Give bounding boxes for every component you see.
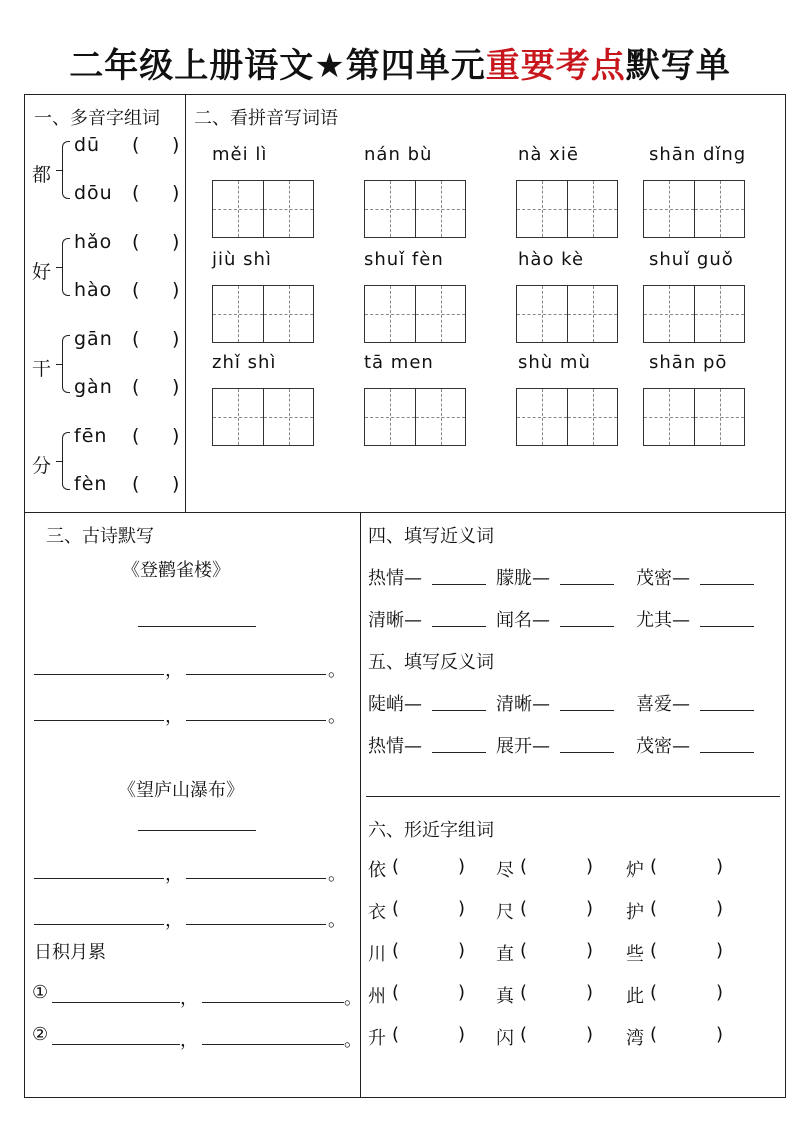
answer-blank[interactable] bbox=[532, 856, 584, 878]
line-number: ② bbox=[32, 1024, 49, 1045]
paren-open: ( bbox=[132, 328, 140, 350]
paren-open: ( bbox=[132, 182, 140, 204]
answer-blank[interactable] bbox=[34, 924, 164, 925]
pinyin-prompt: nà xiē bbox=[518, 144, 579, 165]
comma: ， bbox=[165, 660, 183, 681]
paren-close: ) bbox=[716, 1024, 724, 1045]
answer-blank[interactable] bbox=[144, 231, 170, 255]
paren-close: ) bbox=[172, 134, 180, 156]
grid-cell[interactable] bbox=[415, 286, 465, 342]
title-suffix: 默写单 bbox=[625, 46, 731, 86]
divider-lower-columns bbox=[360, 512, 361, 1098]
comma: ， bbox=[180, 988, 198, 1009]
grid-cell[interactable] bbox=[365, 286, 415, 342]
brace-tick bbox=[56, 461, 63, 462]
paren-open: ( bbox=[392, 1024, 400, 1045]
paren-open: ( bbox=[520, 982, 528, 1003]
writing-grid[interactable] bbox=[643, 388, 745, 446]
paren-close: ) bbox=[172, 328, 180, 350]
answer-blank[interactable] bbox=[144, 328, 170, 352]
pinyin-reading: hào bbox=[74, 279, 113, 301]
sec6-heading: 六、形近字组词 bbox=[368, 820, 494, 841]
similar-char: 真 bbox=[496, 986, 514, 1007]
answer-blank[interactable] bbox=[532, 982, 584, 1004]
paren-open: ( bbox=[132, 376, 140, 398]
paren-close: ) bbox=[458, 1024, 466, 1045]
word-prompt: 热情— bbox=[368, 736, 422, 757]
paren-open: ( bbox=[392, 898, 400, 919]
paren-close: ) bbox=[458, 898, 466, 919]
grid-cell[interactable] bbox=[644, 286, 694, 342]
word-prompt: 展开— bbox=[496, 736, 550, 757]
pinyin-prompt: měi lì bbox=[212, 144, 268, 165]
paren-close: ) bbox=[716, 982, 724, 1003]
polyphone-char: 好 bbox=[32, 261, 52, 283]
comma: ， bbox=[165, 706, 183, 727]
similar-char: 衣 bbox=[368, 902, 386, 923]
comma: ， bbox=[165, 864, 183, 885]
divider-upper-lower bbox=[24, 512, 786, 513]
writing-grid[interactable] bbox=[643, 180, 745, 238]
polyphone-char: 分 bbox=[32, 455, 52, 477]
grid-cell[interactable] bbox=[365, 181, 415, 237]
pinyin-reading: gān bbox=[74, 328, 113, 350]
paren-open: ( bbox=[520, 856, 528, 877]
sec2-heading: 二、看拼音写词语 bbox=[194, 108, 338, 129]
pinyin-reading: hǎo bbox=[74, 231, 113, 253]
paren-open: ( bbox=[132, 425, 140, 447]
pinyin-prompt: shù mù bbox=[518, 352, 591, 373]
paren-open: ( bbox=[520, 898, 528, 919]
word-prompt: 茂密— bbox=[636, 736, 690, 757]
word-prompt: 尤其— bbox=[636, 610, 690, 631]
writing-grid[interactable] bbox=[516, 180, 618, 238]
grid-cell[interactable] bbox=[415, 389, 465, 445]
answer-blank[interactable] bbox=[404, 940, 456, 962]
answer-blank[interactable] bbox=[202, 1044, 344, 1045]
grid-cell[interactable] bbox=[567, 286, 617, 342]
similar-char: 些 bbox=[626, 944, 644, 965]
answer-blank[interactable] bbox=[662, 940, 714, 962]
similar-char: 依 bbox=[368, 860, 386, 881]
answer-blank[interactable] bbox=[404, 898, 456, 920]
pinyin-reading: gàn bbox=[74, 376, 113, 398]
paren-close: ) bbox=[716, 856, 724, 877]
pinyin-prompt: shuǐ guǒ bbox=[649, 249, 734, 270]
paren-open: ( bbox=[650, 1024, 658, 1045]
writing-grid[interactable] bbox=[364, 388, 466, 446]
similar-char: 湾 bbox=[626, 1028, 644, 1049]
sec3-heading: 三、古诗默写 bbox=[46, 526, 154, 547]
grid-cell[interactable] bbox=[213, 286, 263, 342]
answer-blank[interactable] bbox=[202, 1002, 344, 1003]
answer-blank[interactable] bbox=[432, 752, 486, 753]
answer-blank[interactable] bbox=[662, 856, 714, 878]
writing-grid[interactable] bbox=[212, 285, 314, 343]
paren-close: ) bbox=[458, 940, 466, 961]
paren-open: ( bbox=[650, 982, 658, 1003]
paren-open: ( bbox=[392, 856, 400, 877]
word-prompt: 清晰— bbox=[368, 610, 422, 631]
sec4-heading: 四、填写近义词 bbox=[368, 526, 494, 547]
paren-close: ) bbox=[172, 473, 180, 495]
paren-open: ( bbox=[132, 279, 140, 301]
answer-blank[interactable] bbox=[52, 1002, 180, 1003]
writing-grid[interactable] bbox=[364, 180, 466, 238]
brace-icon bbox=[62, 432, 70, 490]
word-prompt: 朦胧— bbox=[496, 568, 550, 589]
paren-close: ) bbox=[586, 898, 594, 919]
paren-open: ( bbox=[132, 134, 140, 156]
title-highlight: 重要考点 bbox=[485, 46, 626, 86]
answer-blank[interactable] bbox=[186, 720, 326, 721]
answer-blank[interactable] bbox=[34, 674, 164, 675]
period: 。 bbox=[328, 864, 346, 885]
grid-cell[interactable] bbox=[517, 286, 567, 342]
word-prompt: 陡峭— bbox=[368, 694, 422, 715]
word-prompt: 茂密— bbox=[636, 568, 690, 589]
comma: ， bbox=[180, 1030, 198, 1051]
word-prompt: 热情— bbox=[368, 568, 422, 589]
paren-close: ) bbox=[172, 182, 180, 204]
grid-cell[interactable] bbox=[644, 181, 694, 237]
grid-cell[interactable] bbox=[694, 286, 744, 342]
writing-grid[interactable] bbox=[212, 180, 314, 238]
brace-icon bbox=[62, 141, 70, 199]
answer-blank[interactable] bbox=[34, 720, 164, 721]
similar-char: 州 bbox=[368, 986, 386, 1007]
poem2-author-blank[interactable] bbox=[138, 830, 256, 831]
paren-open: ( bbox=[392, 940, 400, 961]
answer-blank[interactable] bbox=[700, 626, 754, 627]
paren-close: ) bbox=[586, 982, 594, 1003]
poem1-author-blank[interactable] bbox=[138, 626, 256, 627]
period: 。 bbox=[328, 910, 346, 931]
answer-blank[interactable] bbox=[144, 425, 170, 449]
answer-blank[interactable] bbox=[144, 473, 170, 497]
pinyin-prompt: tā men bbox=[364, 352, 434, 373]
answer-blank[interactable] bbox=[560, 710, 614, 711]
pinyin-prompt: nán bù bbox=[364, 144, 433, 165]
paren-open: ( bbox=[650, 898, 658, 919]
answer-blank[interactable] bbox=[52, 1044, 180, 1045]
pinyin-reading: fēn bbox=[74, 425, 108, 447]
answer-blank[interactable] bbox=[560, 584, 614, 585]
similar-char: 炉 bbox=[626, 860, 644, 881]
writing-grid[interactable] bbox=[643, 285, 745, 343]
grid-cell[interactable] bbox=[694, 389, 744, 445]
period: 。 bbox=[328, 660, 346, 681]
paren-close: ) bbox=[172, 425, 180, 447]
answer-blank[interactable] bbox=[432, 710, 486, 711]
grid-cell[interactable] bbox=[263, 286, 313, 342]
writing-grid[interactable] bbox=[212, 388, 314, 446]
sec1-heading: 一、多音字组词 bbox=[34, 108, 160, 129]
grid-cell[interactable] bbox=[517, 389, 567, 445]
line-number: ① bbox=[32, 982, 49, 1003]
pinyin-prompt: hào kè bbox=[518, 249, 585, 270]
answer-blank[interactable] bbox=[432, 626, 486, 627]
brace-tick bbox=[56, 170, 63, 171]
brace-icon bbox=[62, 335, 70, 393]
divider-sec1-sec2 bbox=[185, 94, 186, 512]
poem1-title: 《登鹳雀楼》 bbox=[122, 560, 230, 581]
paren-open: ( bbox=[132, 473, 140, 495]
similar-char: 护 bbox=[626, 902, 644, 923]
similar-char: 川 bbox=[368, 944, 386, 965]
similar-char: 升 bbox=[368, 1028, 386, 1049]
paren-open: ( bbox=[520, 1024, 528, 1045]
polyphone-char: 都 bbox=[32, 164, 52, 186]
answer-blank[interactable] bbox=[662, 898, 714, 920]
grid-cell[interactable] bbox=[415, 181, 465, 237]
grid-cell[interactable] bbox=[694, 181, 744, 237]
sec5-heading: 五、填写反义词 bbox=[368, 652, 494, 673]
similar-char: 闪 bbox=[496, 1028, 514, 1049]
answer-blank[interactable] bbox=[144, 134, 170, 158]
rjyl-heading: 日积月累 bbox=[34, 942, 106, 963]
pinyin-reading: dōu bbox=[74, 182, 113, 204]
paren-close: ) bbox=[716, 940, 724, 961]
answer-blank[interactable] bbox=[144, 182, 170, 206]
answer-blank[interactable] bbox=[532, 940, 584, 962]
paren-close: ) bbox=[586, 940, 594, 961]
paren-open: ( bbox=[520, 940, 528, 961]
pinyin-prompt: shān pō bbox=[649, 352, 728, 373]
paren-close: ) bbox=[586, 856, 594, 877]
answer-blank[interactable] bbox=[560, 626, 614, 627]
pinyin-prompt: zhǐ shì bbox=[212, 352, 277, 373]
brace-icon bbox=[62, 238, 70, 296]
grid-cell[interactable] bbox=[517, 181, 567, 237]
answer-blank[interactable] bbox=[404, 982, 456, 1004]
period: 。 bbox=[344, 988, 362, 1009]
word-prompt: 闻名— bbox=[496, 610, 550, 631]
grid-cell[interactable] bbox=[567, 389, 617, 445]
divider-sec5-sec6 bbox=[366, 796, 780, 797]
similar-char: 尺 bbox=[496, 902, 514, 923]
answer-blank[interactable] bbox=[662, 982, 714, 1004]
answer-blank[interactable] bbox=[532, 1024, 584, 1046]
answer-blank[interactable] bbox=[532, 898, 584, 920]
answer-blank[interactable] bbox=[186, 878, 326, 879]
grid-cell[interactable] bbox=[365, 389, 415, 445]
period: 。 bbox=[328, 706, 346, 727]
word-prompt: 清晰— bbox=[496, 694, 550, 715]
brace-tick bbox=[56, 267, 63, 268]
paren-open: ( bbox=[392, 982, 400, 1003]
answer-blank[interactable] bbox=[700, 710, 754, 711]
poem2-title: 《望庐山瀑布》 bbox=[118, 780, 244, 801]
pinyin-reading: dū bbox=[74, 134, 101, 156]
pinyin-prompt: jiù shì bbox=[212, 249, 272, 270]
title-main: 二年级上册语文★第四单元 bbox=[69, 46, 486, 86]
similar-char: 此 bbox=[626, 986, 644, 1007]
answer-blank[interactable] bbox=[432, 584, 486, 585]
grid-cell[interactable] bbox=[213, 181, 263, 237]
brace-tick bbox=[56, 364, 63, 365]
pinyin-reading: fèn bbox=[74, 473, 108, 495]
answer-blank[interactable] bbox=[700, 584, 754, 585]
paren-close: ) bbox=[586, 1024, 594, 1045]
similar-char: 尽 bbox=[496, 860, 514, 881]
pinyin-prompt: shuǐ fèn bbox=[364, 249, 444, 270]
answer-blank[interactable] bbox=[34, 878, 164, 879]
pinyin-prompt: shān dǐng bbox=[649, 144, 747, 165]
grid-cell[interactable] bbox=[263, 181, 313, 237]
paren-close: ) bbox=[716, 898, 724, 919]
answer-blank[interactable] bbox=[186, 924, 326, 925]
grid-cell[interactable] bbox=[213, 389, 263, 445]
writing-grid[interactable] bbox=[364, 285, 466, 343]
grid-cell[interactable] bbox=[644, 389, 694, 445]
paren-open: ( bbox=[132, 231, 140, 253]
paren-open: ( bbox=[650, 940, 658, 961]
answer-blank[interactable] bbox=[560, 752, 614, 753]
paren-close: ) bbox=[172, 279, 180, 301]
answer-blank[interactable] bbox=[404, 856, 456, 878]
grid-cell[interactable] bbox=[567, 181, 617, 237]
paren-close: ) bbox=[458, 856, 466, 877]
paren-open: ( bbox=[650, 856, 658, 877]
answer-blank[interactable] bbox=[186, 674, 326, 675]
writing-grid[interactable] bbox=[516, 285, 618, 343]
polyphone-char: 干 bbox=[32, 358, 52, 380]
paren-close: ) bbox=[172, 376, 180, 398]
similar-char: 直 bbox=[496, 944, 514, 965]
answer-blank[interactable] bbox=[700, 752, 754, 753]
page-title bbox=[0, 38, 800, 87]
comma: ， bbox=[165, 910, 183, 931]
word-prompt: 喜爱— bbox=[636, 694, 690, 715]
grid-cell[interactable] bbox=[263, 389, 313, 445]
answer-blank[interactable] bbox=[662, 1024, 714, 1046]
answer-blank[interactable] bbox=[144, 376, 170, 400]
answer-blank[interactable] bbox=[144, 279, 170, 303]
answer-blank[interactable] bbox=[404, 1024, 456, 1046]
paren-close: ) bbox=[458, 982, 466, 1003]
paren-close: ) bbox=[172, 231, 180, 253]
period: 。 bbox=[344, 1030, 362, 1051]
writing-grid[interactable] bbox=[516, 388, 618, 446]
